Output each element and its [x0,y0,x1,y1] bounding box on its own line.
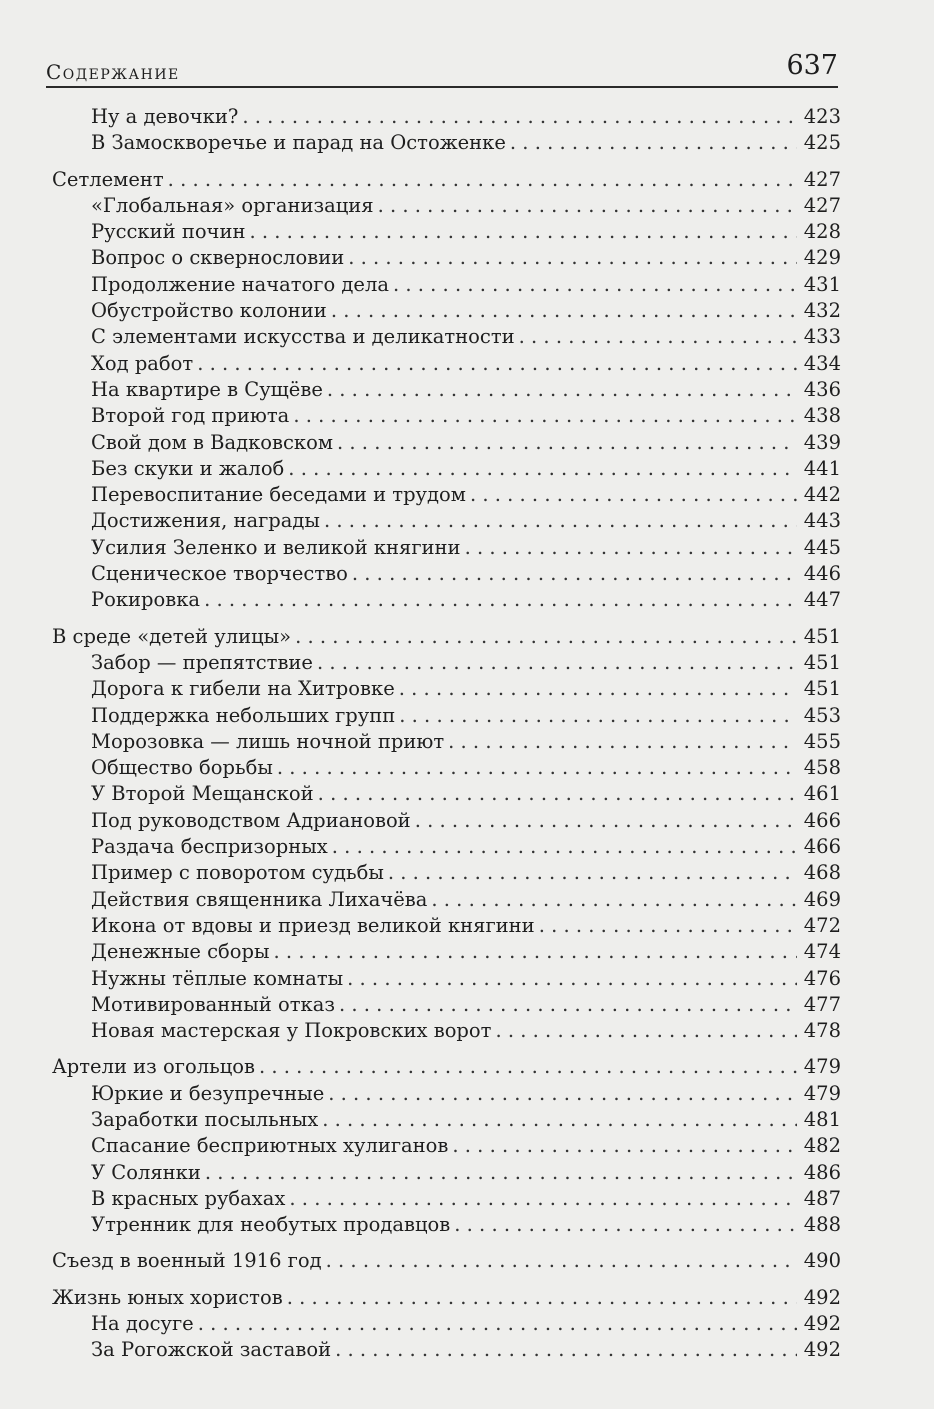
toc-entry-title: Усилия Зеленко и великой княгини [91,535,461,559]
toc-entry-page: 486 [803,1160,841,1184]
page-header [46,50,838,90]
toc-entry-page: 466 [803,835,841,859]
toc-entry-title: Икона от вдовы и приезд великой княгини [91,913,535,937]
toc-entry [0,834,841,860]
toc-entry-title: Действия священника Лихачёва [91,887,428,911]
toc-entry-page: 474 [803,940,841,964]
section-gap [0,1044,934,1054]
toc-entry-title: Обустройство колонии [91,299,327,323]
toc-entry-page: 436 [803,377,841,401]
dot-leader [399,676,797,702]
dot-leader [205,1160,797,1186]
toc-entry [0,298,841,324]
toc-entry [0,104,841,130]
toc-entry-page: 468 [803,861,841,885]
toc-entry-title: Ход работ [91,351,194,375]
toc-entry [0,939,841,965]
toc-entry-page: 451 [803,677,841,701]
dot-leader [454,1212,797,1238]
toc-entry-page: 423 [803,105,841,128]
dot-leader [399,703,797,729]
dot-leader [242,104,797,130]
dot-leader [326,1248,797,1274]
toc-entry-page: 458 [803,756,841,780]
toc-entry-page: 472 [803,913,841,937]
toc-entry-page: 443 [803,509,841,533]
dot-leader [470,482,797,508]
dot-leader [519,324,797,350]
toc-entry-title: Спасание бесприютных хулиганов [91,1134,449,1158]
toc-entry-title: Нужны тёплые комнаты [91,966,344,990]
toc-entry-title: Новая мастерская у Покровских ворот [91,1019,492,1043]
toc-entry-title: «Глобальная» организация [91,193,374,217]
toc-entry-title: Под руководством Адриановой [91,808,411,832]
dot-leader [197,351,797,377]
toc-entry-title: Пример с поворотом судьбы [91,861,384,885]
toc-entry-title: Сетлемент [52,167,164,191]
toc-entry-page: 488 [803,1213,841,1237]
toc-entry-page: 428 [803,220,841,244]
toc-entry-title: Артели из огольцов [52,1055,255,1079]
section-gap [0,1275,934,1285]
dot-leader [393,272,797,298]
toc-entry-title: Мотивированный отказ [91,992,335,1016]
toc-entry-title: Продолжение начатого дела [91,272,389,296]
toc-entry [0,1337,841,1363]
section-gap [0,1238,934,1248]
toc-entry-page: 466 [803,808,841,832]
toc-entry-title: В Замоскворечье и парад на Остоженке [91,131,506,155]
toc-entry-title: Заработки посыльных [91,1107,319,1131]
toc-entry-title: Забор — препятствие [91,650,313,674]
toc-entry [0,887,841,913]
toc-entry-page: 442 [803,483,841,507]
dot-leader [198,1311,797,1337]
toc-entry [0,676,841,702]
toc-entry-page: 433 [803,325,841,349]
toc-entry-title: Морозовка — лишь ночной приют [91,729,445,753]
toc-entry-title: Свой дом в Вадковском [91,430,334,454]
toc-entry-page: 469 [803,887,841,911]
toc-entry-page: 492 [803,1312,841,1336]
table-of-contents [0,104,934,1364]
toc-entry-page: 492 [803,1285,841,1309]
toc-entry-page: 429 [803,246,841,270]
toc-entry [0,377,841,403]
toc-entry [0,324,841,350]
dot-leader [339,992,797,1018]
dot-leader [277,755,797,781]
dot-leader [388,860,797,886]
toc-entry [0,1160,841,1186]
dot-leader [331,298,797,324]
dot-leader [510,130,797,156]
toc-entry-page: 479 [803,1081,841,1105]
toc-entry-title: Ну а девочки? [91,105,239,128]
toc-entry [0,1186,841,1212]
dot-leader [431,887,797,913]
dot-leader [317,650,797,676]
toc-entry [0,992,841,1018]
toc-section [0,1054,841,1080]
toc-entry-page: 427 [803,193,841,217]
toc-entry-page: 455 [803,729,841,753]
toc-section [0,1248,841,1274]
toc-entry [0,966,841,992]
toc-entry [0,1018,841,1044]
running-title: Содержание [46,60,180,84]
toc-entry-title: Достижения, награды [91,509,320,533]
dot-leader [452,1133,797,1159]
toc-entry-title: У Второй Мещанской [91,782,314,806]
toc-entry-page: 431 [803,272,841,296]
toc-entry [0,456,841,482]
dot-leader [337,430,797,456]
toc-entry-page: 481 [803,1107,841,1131]
toc-entry-page: 451 [803,624,841,648]
toc-entry-title: Жизнь юных хористов [52,1285,283,1309]
dot-leader [378,193,797,219]
toc-entry [0,1311,841,1337]
toc-section [0,167,841,193]
dot-leader [539,913,797,939]
toc-entry [0,587,841,613]
toc-entry-title: На досуге [91,1312,194,1336]
toc-entry-title: С элементами искусства и деликатности [91,325,515,349]
toc-entry [0,561,841,587]
toc-entry-title: Перевоспитание беседами и трудом [91,483,466,507]
toc-section [0,624,841,650]
toc-entry-title: Второй год приюта [91,404,290,428]
toc-entry-title: В среде «детей улицы» [52,624,292,648]
toc-entry-page: 479 [803,1055,841,1079]
toc-entry-page: 432 [803,299,841,323]
toc-section [0,1285,841,1311]
toc-entry [0,860,841,886]
toc-entry [0,130,841,156]
toc-entry-title: Русский почин [91,220,246,244]
toc-entry [0,1212,841,1238]
dot-leader [348,245,797,271]
toc-entry [0,781,841,807]
toc-entry [0,703,841,729]
toc-entry [0,193,841,219]
toc-entry-page: 476 [803,966,841,990]
toc-entry [0,272,841,298]
toc-entry [0,1107,841,1133]
dot-leader [287,1285,797,1311]
toc-entry-title: За Рогожской заставой [91,1338,332,1362]
toc-entry-page: 477 [803,992,841,1016]
toc-entry [0,808,841,834]
dot-leader [288,456,797,482]
dot-leader [327,377,797,403]
dot-leader [249,219,797,245]
dot-leader [274,939,797,965]
toc-entry-title: Юркие и безупречные [91,1081,325,1105]
dot-leader [332,834,797,860]
toc-entry-page: 438 [803,404,841,428]
toc-entry [0,1081,841,1107]
toc-entry-title: На квартире в Сущёве [91,377,323,401]
dot-leader [495,1018,797,1044]
toc-entry [0,755,841,781]
toc-entry-page: 461 [803,782,841,806]
dot-leader [318,781,797,807]
toc-entry-page: 451 [803,650,841,674]
dot-leader [415,808,797,834]
toc-entry [0,508,841,534]
toc-entry-title: Съезд в военный 1916 год [52,1249,322,1273]
dot-leader [324,508,797,534]
toc-entry [0,351,841,377]
toc-entry [0,430,841,456]
toc-entry-title: Общество борьбы [91,756,273,780]
toc-entry [0,245,841,271]
dot-leader [448,729,797,755]
toc-entry-page: 490 [803,1249,841,1273]
dot-leader [293,403,797,429]
toc-entry-page: 482 [803,1134,841,1158]
dot-leader [352,561,797,587]
dot-leader [347,966,797,992]
toc-entry [0,1133,841,1159]
toc-entry-page: 447 [803,588,841,612]
toc-entry-title: У Солянки [91,1160,201,1184]
toc-entry [0,219,841,245]
toc-entry-page: 425 [803,131,841,155]
toc-entry-title: Вопрос о сквернословии [91,246,345,270]
dot-leader [328,1081,797,1107]
toc-entry-title: Раздача беспризорных [91,835,328,859]
toc-entry-title: Денежные сборы [91,940,270,964]
toc-entry-title: Утренник для необутых продавцов [91,1213,451,1237]
toc-entry-page: 478 [803,1019,841,1043]
dot-leader [289,1186,797,1212]
dot-leader [204,587,797,613]
toc-entry [0,913,841,939]
toc-entry [0,650,841,676]
toc-entry-title: Поддержка небольших групп [91,703,396,727]
toc-entry [0,535,841,561]
toc-entry-title: В красных рубахах [91,1186,286,1210]
toc-entry-page: 445 [803,535,841,559]
toc-entry-title: Без скуки и жалоб [91,456,285,480]
toc-entry [0,729,841,755]
section-gap [0,614,934,624]
toc-entry [0,403,841,429]
toc-entry [0,482,841,508]
toc-entry-title: Сценическое творчество [91,562,348,586]
dot-leader [259,1054,797,1080]
toc-entry-page: 427 [803,167,841,191]
dot-leader [168,167,797,193]
dot-leader [335,1337,797,1363]
toc-entry-page: 439 [803,430,841,454]
page-number: 637 [786,50,838,81]
toc-entry-page: 434 [803,351,841,375]
toc-entry-page: 446 [803,562,841,586]
toc-entry-title: Рокировка [91,588,201,612]
dot-leader [295,624,797,650]
toc-entry-page: 453 [803,703,841,727]
dot-leader [465,535,797,561]
toc-entry-title: Дорога к гибели на Хитровке [91,677,395,701]
toc-entry-page: 487 [803,1186,841,1210]
toc-entry-page: 441 [803,456,841,480]
toc-entry-page: 492 [803,1338,841,1362]
header-rule [46,86,838,88]
section-gap [0,157,934,167]
dot-leader [322,1107,797,1133]
